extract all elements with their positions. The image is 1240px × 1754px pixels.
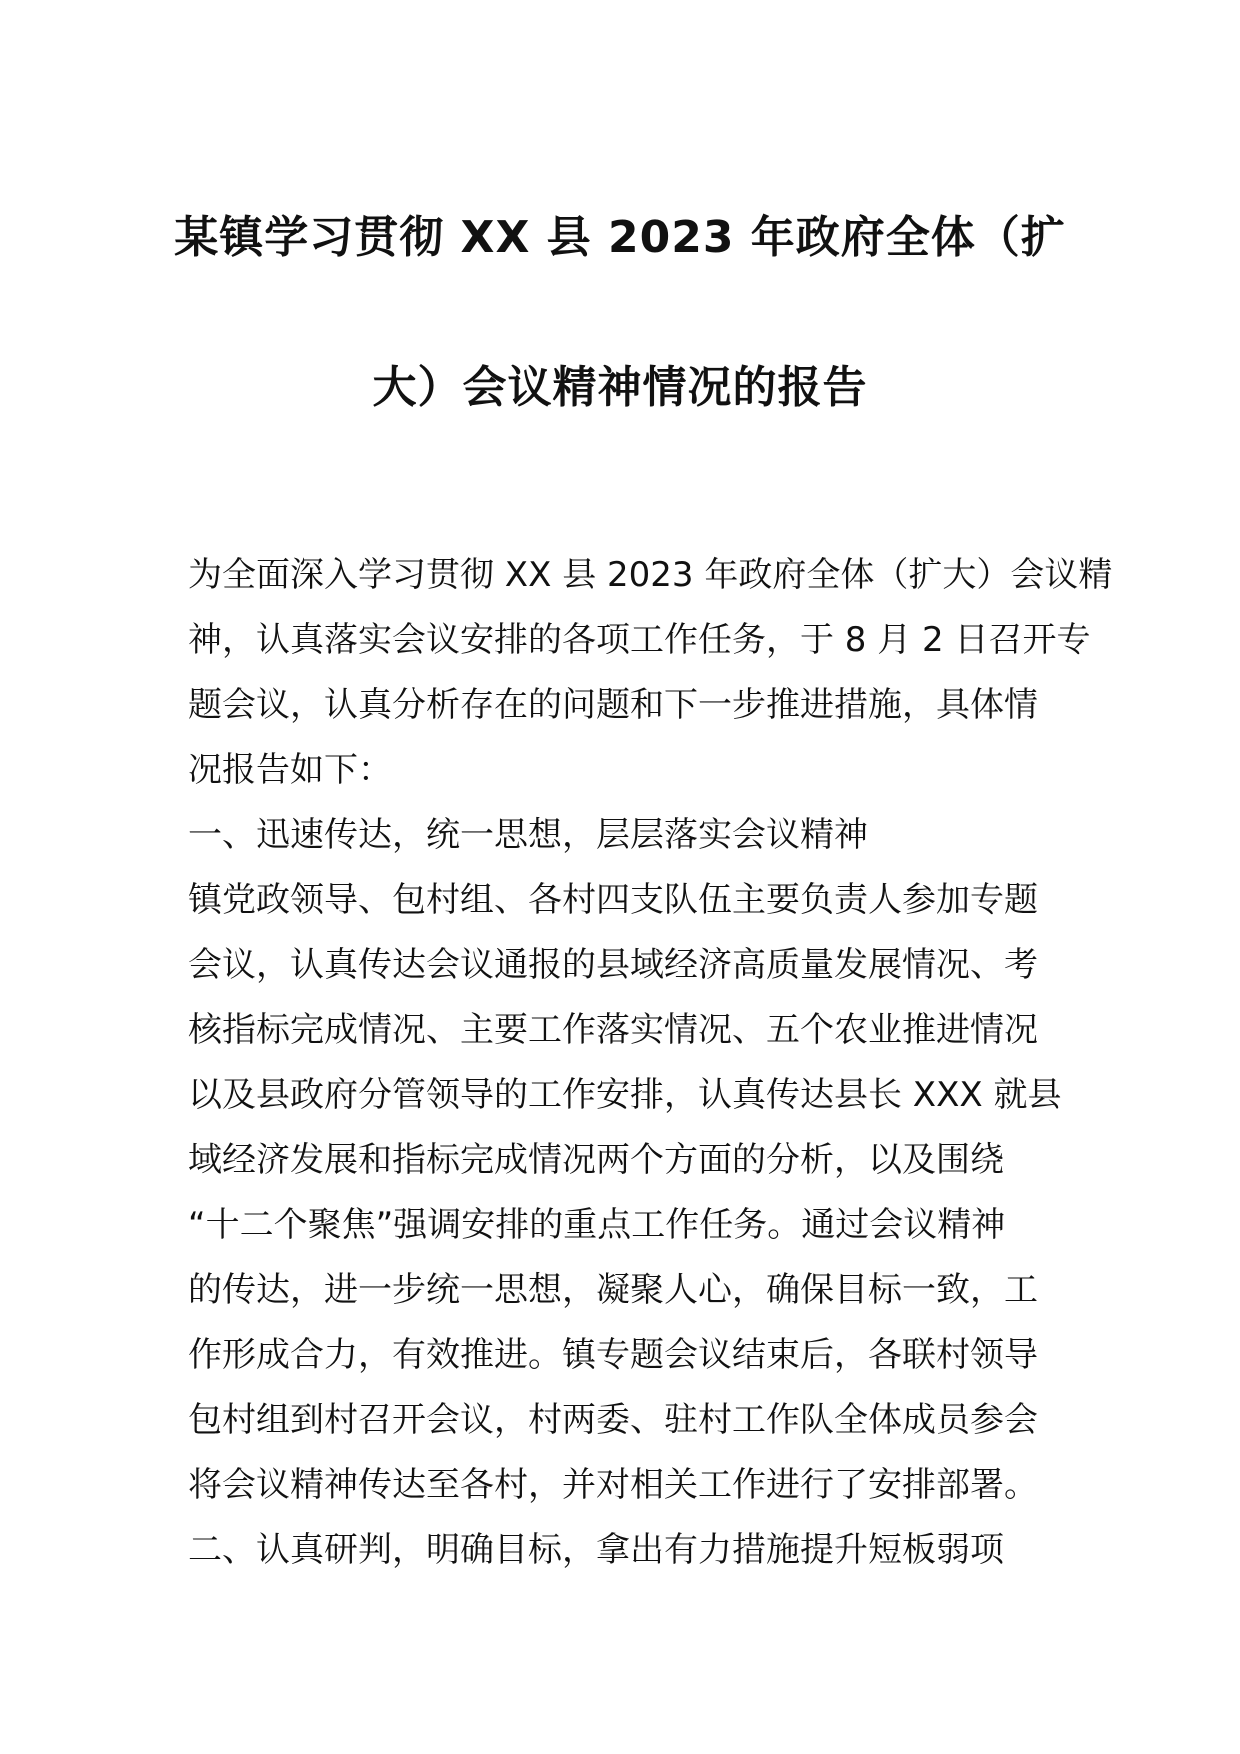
section-1-line: 域经济发展和指标完成情况两个方面的分析，以及围绕 (188, 1140, 1004, 1180)
section-1-line: 包村组到村召开会议，村两委、驻村工作队全体成员参会 (188, 1400, 1038, 1440)
section-heading-1: 一、迅速传达，统一思想，层层落实会议精神 (188, 815, 868, 855)
section-1-line: 以及县政府分管领导的工作安排，认真传达县长 XXX 就县 (188, 1075, 1062, 1115)
document-title-line-2: 大）会议精神情况的报告 (372, 362, 868, 413)
section-1-line: 核指标完成情况、主要工作落实情况、五个农业推进情况 (188, 1010, 1038, 1050)
document-body (188, 543, 1113, 1583)
intro-line: 题会议，认真分析存在的问题和下一步推进措施，具体情 (188, 685, 1038, 725)
section-1-line: 会议，认真传达会议通报的县域经济高质量发展情况、考 (188, 945, 1038, 985)
section-1-line: “十二个聚焦”强调安排的重点工作任务。通过会议精神 (188, 1205, 1006, 1245)
section-1-line: 的传达，进一步统一思想，凝聚人心，确保目标一致，工 (188, 1270, 1038, 1310)
section-1-line: 将会议精神传达至各村，并对相关工作进行了安排部署。 (188, 1465, 1038, 1505)
section-1-line: 镇党政领导、包村组、各村四支队伍主要负责人参加专题 (188, 880, 1038, 920)
intro-line: 况报告如下： (188, 750, 392, 790)
intro-line: 为全面深入学习贯彻 XX 县 2023 年政府全体（扩大）会议精 (188, 555, 1113, 595)
document-title-line-1: 某镇学习贯彻 XX 县 2023 年政府全体（扩 (174, 212, 1066, 263)
intro-line: 神，认真落实会议安排的各项工作任务，于 8 月 2 日召开专 (188, 620, 1091, 660)
section-1-line: 作形成合力，有效推进。镇专题会议结束后，各联村领导 (188, 1335, 1038, 1375)
section-heading-2: 二、认真研判，明确目标，拿出有力措施提升短板弱项 (188, 1530, 1004, 1570)
